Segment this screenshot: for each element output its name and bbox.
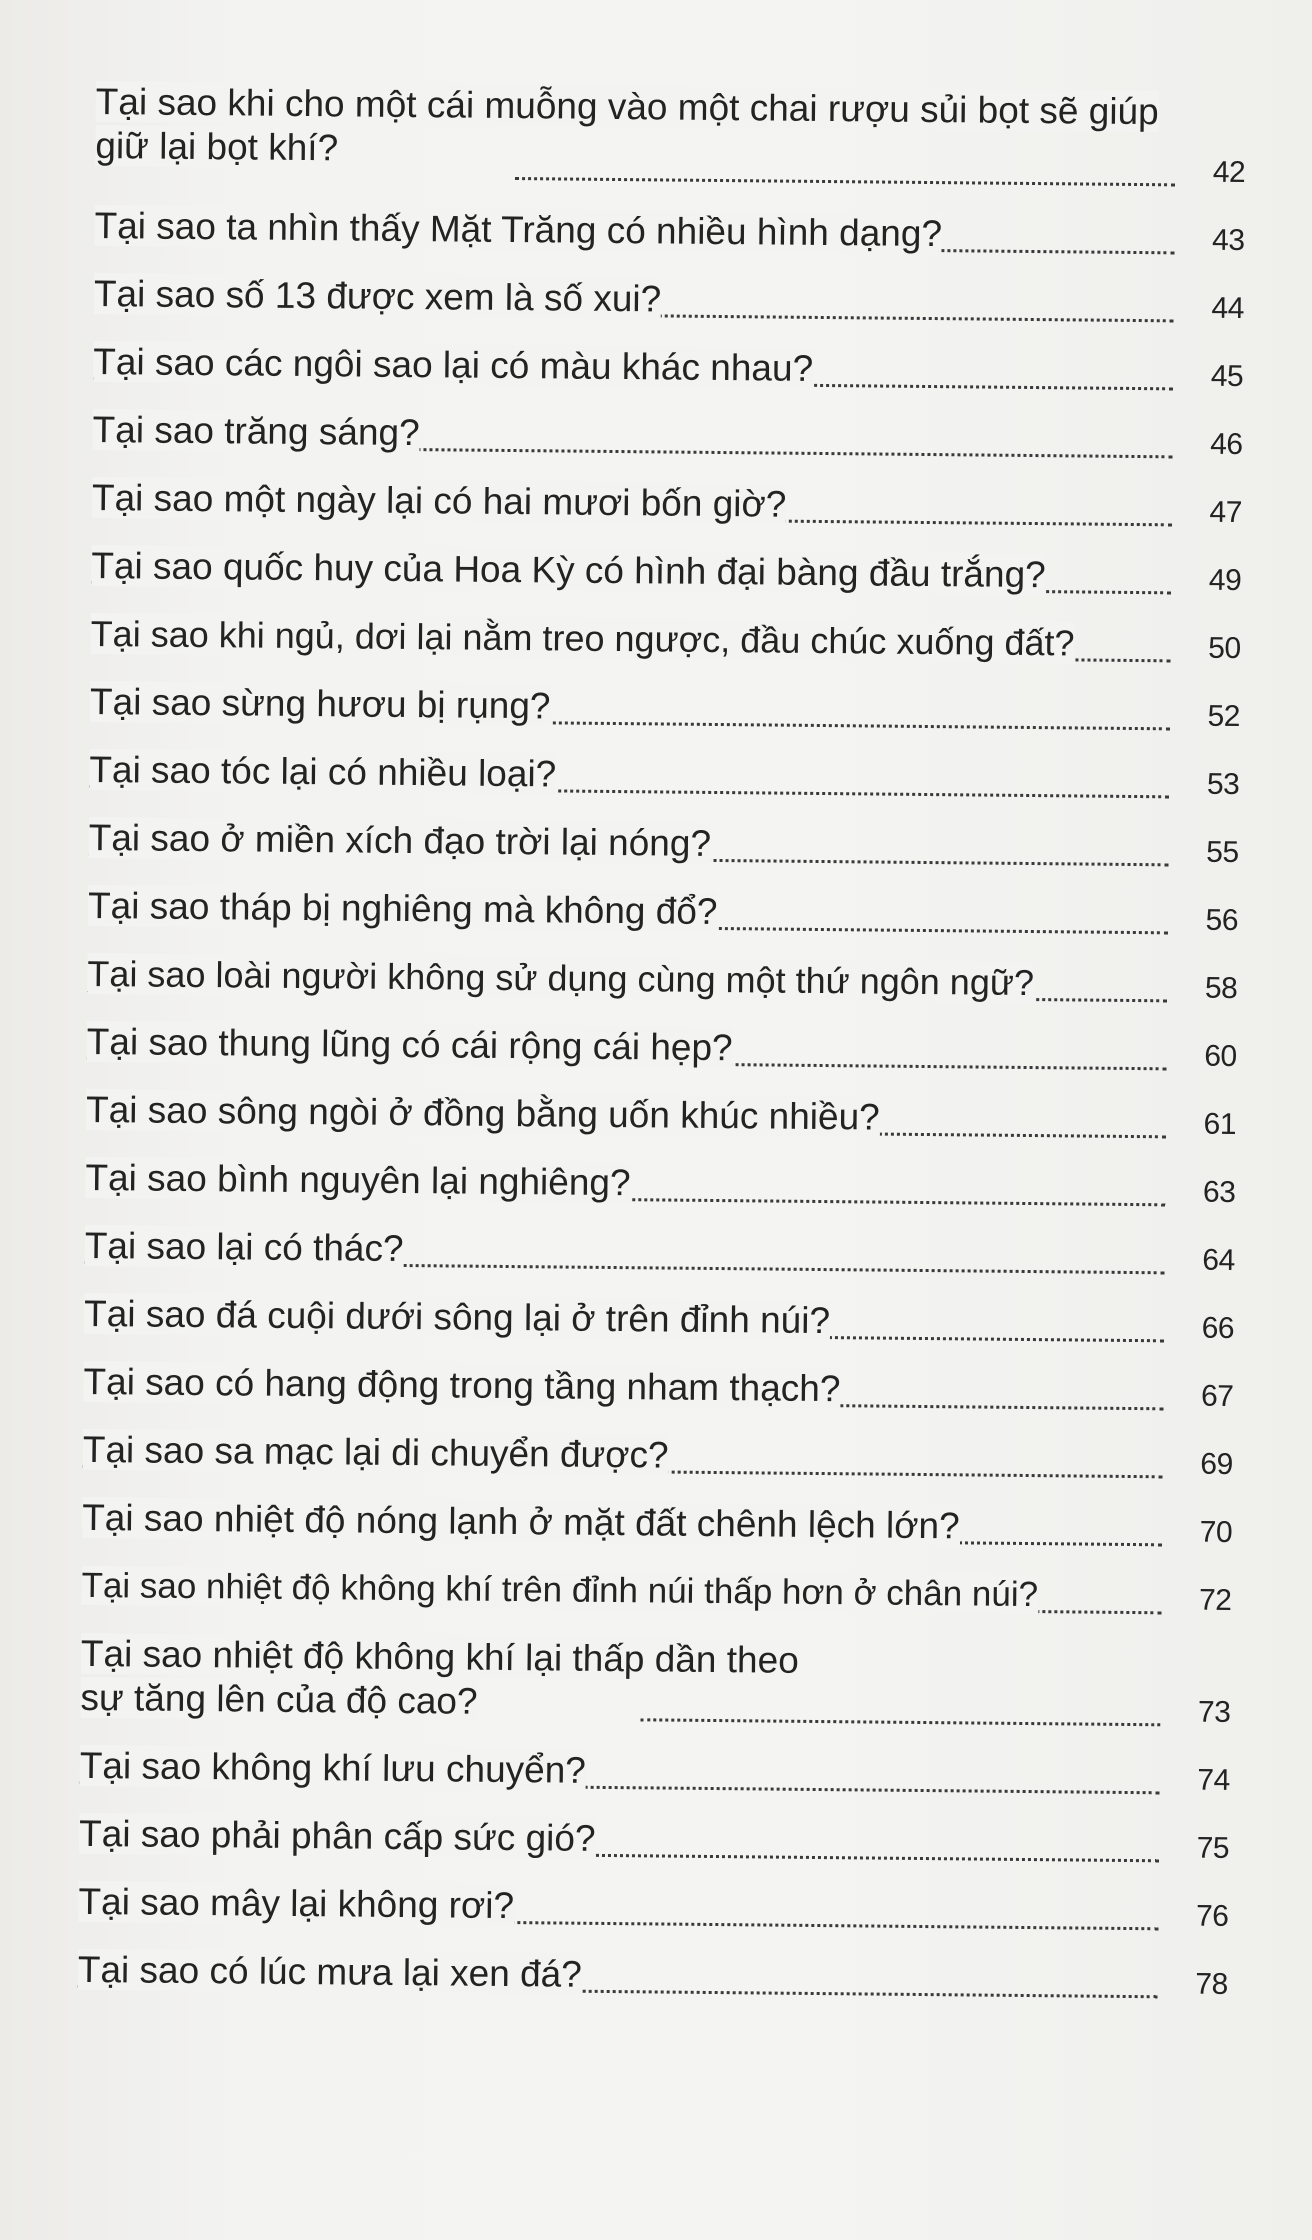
toc-entry-page: 44 [1211, 291, 1245, 326]
toc-entry-title: Tại sao đá cuội dưới sông lại ở trên đỉnh núi? [83, 1292, 831, 1342]
toc-entry-title: Tại sao mây lại không rơi? [78, 1880, 515, 1927]
toc-entry-page: 60 [1204, 1039, 1237, 1073]
toc-entry [80, 1744, 1230, 1799]
toc-entry-page: 56 [1205, 903, 1239, 938]
toc-entry-title: Tại sao thung lũng có cái rộng cái hẹp? [86, 1020, 733, 1069]
toc-entry [92, 408, 1242, 463]
toc-entry [83, 1428, 1233, 1483]
toc-entry-title: Tại sao quốc huy của Hoa Kỳ có hình đại bàng đầu trắng? [91, 544, 1046, 596]
toc-entry-page: 55 [1206, 835, 1239, 870]
toc-entry [90, 612, 1240, 667]
toc-entry-title: Tại sao tóc lại có nhiều loại? [89, 748, 557, 795]
toc-entry [78, 1948, 1228, 2003]
toc-entry [87, 952, 1237, 1007]
toc-entry-page: 76 [1195, 1899, 1229, 1933]
toc-entry-page: 46 [1210, 427, 1243, 462]
toc-entry [94, 272, 1244, 327]
toc-entry-title: Tại sao sông ngòi ở đồng bằng uốn khúc nhiều? [85, 1088, 880, 1138]
toc-entry-page: 74 [1197, 1763, 1230, 1797]
toc-entry [90, 680, 1240, 735]
toc-entry-title: Tại sao khi ngủ, dơi lại nằm treo ngược, đầu chúc xuống đất? [90, 612, 1075, 664]
toc-entry-page: 61 [1203, 1107, 1237, 1141]
toc-entry-page: 66 [1201, 1311, 1235, 1345]
toc-entry-title: Tại sao tháp bị nghiêng mà không đổ? [87, 884, 718, 933]
toc-entry [84, 1292, 1234, 1347]
toc-entry-title: Tại sao nhiệt độ không khí trên đỉnh núi thấp hơn ở chân núi? [81, 1565, 1039, 1615]
toc-entry-page: 64 [1202, 1243, 1235, 1277]
toc-entry-title: Tại sao loài người không sử dụng cùng một thứ ngôn ngữ? [87, 952, 1035, 1004]
toc-entry-page: 70 [1199, 1515, 1233, 1549]
toc-entry-title: Tại sao có lúc mưa lại xen đá? [77, 1948, 583, 1995]
toc-entry-title: Tại sao sừng hươu bị rụng? [89, 680, 551, 727]
toc-entry-title: Tại sao không khí lưu chuyển? [79, 1744, 587, 1791]
toc-entry-page: 53 [1206, 767, 1240, 802]
toc-entry-page: 50 [1208, 631, 1241, 666]
toc-entry [79, 1812, 1229, 1867]
toc-entry [95, 80, 1246, 191]
toc-entry [80, 1632, 1231, 1731]
toc-entry [89, 816, 1239, 871]
dot-leader [515, 177, 1175, 186]
toc-entry-title: Tại sao sa mạc lại di chuyển được? [82, 1428, 669, 1476]
toc-entry-page: 69 [1200, 1447, 1233, 1481]
toc-entry-page: 73 [1197, 1695, 1231, 1729]
toc-entry-title: Tại sao lại có thác? [84, 1224, 404, 1270]
toc-entry [88, 884, 1238, 939]
toc-entry-page: 58 [1204, 971, 1238, 1005]
toc-entry [83, 1360, 1233, 1415]
toc-entry-title: Tại sao bình nguyên lại nghiêng? [85, 1156, 631, 1204]
toc-entry-page: 42 [1212, 155, 1246, 190]
toc-entry [93, 340, 1243, 395]
toc-entry-page: 45 [1210, 359, 1244, 394]
toc-entry-page: 49 [1208, 563, 1242, 598]
toc-entry [91, 544, 1241, 599]
toc-entry [81, 1564, 1231, 1619]
toc-entry-title: Tại sao một ngày lại có hai mươi bốn giờ? [91, 476, 787, 525]
toc-entry-title: Tại sao các ngôi sao lại có màu khác nhau? [93, 340, 814, 389]
toc-entry [78, 1880, 1228, 1935]
toc-entry-title: Tại sao có hang động trong tầng nham thạch? [83, 1360, 841, 1410]
toc-entry-page: 52 [1207, 699, 1241, 734]
toc-entry-page: 63 [1202, 1175, 1236, 1209]
toc-entry-title: Tại sao số 13 được xem là số xui? [93, 272, 662, 320]
toc-entry-title: Tại sao trăng sáng? [92, 408, 420, 454]
toc-entry [82, 1496, 1232, 1551]
toc-entry [87, 1020, 1237, 1075]
toc-entry-title: Tại sao nhiệt độ nóng lạnh ở mặt đất chênh lệch lớn? [82, 1496, 960, 1547]
toc-entry-title: Tại sao ta nhìn thấy Mặt Trăng có nhiều hình dạng? [94, 204, 943, 255]
toc-entry [94, 204, 1244, 259]
toc-entry [89, 748, 1239, 803]
toc-entry-page: 67 [1200, 1379, 1234, 1413]
table-of-contents [77, 80, 1246, 2027]
toc-entry-title: Tại sao khi cho một cái muỗng vào một chai rượu sủi bọt sẽ giúp giữ lại bọt khí? [95, 80, 1159, 169]
toc-entry-page: 47 [1209, 495, 1243, 530]
toc-entry-title: Tại sao nhiệt độ không khí lại thấp dần theo sự tăng lên của độ cao? [80, 1632, 799, 1722]
toc-entry-page: 43 [1211, 223, 1245, 258]
toc-entry [86, 1088, 1236, 1143]
toc-entry [85, 1156, 1235, 1211]
toc-entry [85, 1224, 1235, 1279]
toc-entry-title: Tại sao ở miền xích đạo trời lại nóng? [88, 816, 712, 864]
toc-entry-page: 78 [1195, 1967, 1228, 2001]
toc-entry [92, 476, 1242, 531]
toc-entry-title: Tại sao phải phân cấp sức gió? [78, 1812, 596, 1859]
toc-entry-page: 72 [1198, 1583, 1232, 1617]
toc-entry-page: 75 [1196, 1831, 1230, 1865]
